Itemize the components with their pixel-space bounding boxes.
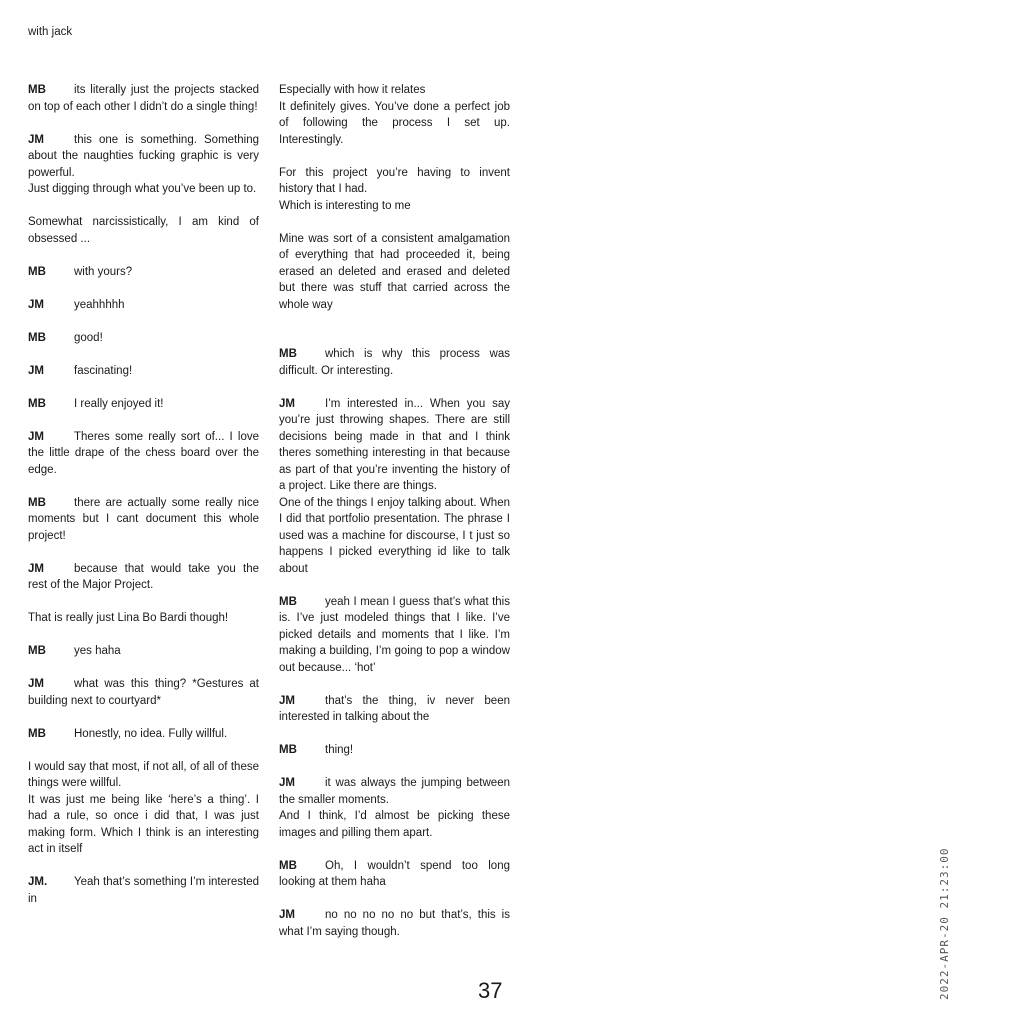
right-p-2: For this project you’re having to invent history that I had. bbox=[279, 166, 510, 195]
speaker: JM bbox=[28, 364, 44, 377]
speaker: JM bbox=[28, 678, 44, 690]
left-p-0 bbox=[28, 82, 259, 115]
speaker: MB bbox=[28, 496, 46, 509]
left-p-2: Just digging through what you’ve been up to. bbox=[28, 183, 257, 195]
speaker: MB bbox=[28, 397, 46, 410]
speaker: JM bbox=[28, 133, 44, 146]
line-text: Theres some really sort of... I love the little drape of the chess board over the edge. bbox=[28, 430, 259, 476]
left-p-11 bbox=[28, 561, 259, 594]
right-p-5 bbox=[279, 346, 510, 379]
line-text: there are actually some really nice moments but I cant document this whole project! bbox=[28, 496, 259, 542]
line-text: which is why this process was difficult. Or interesting. bbox=[279, 348, 510, 377]
page-number: 37 bbox=[478, 978, 503, 1003]
line-text: what was this thing? *Gestures at building next to courtyard* bbox=[28, 678, 259, 707]
left-p-9 bbox=[28, 429, 259, 479]
line-text: fascinating! bbox=[74, 364, 133, 377]
left-p-3: Somewhat narcissistically, I am kind of obsessed ... bbox=[28, 216, 259, 245]
line-text: I’m interested in... When you say you’re just throwing shapes. There are still decisions being made in that and I think theres something interesting in that because as part of that you’re inventing the history of a project. Like there are things. bbox=[279, 397, 510, 492]
right-p-10 bbox=[279, 742, 510, 759]
line-text: that’s the thing, iv never been interested in talking about the bbox=[279, 694, 510, 723]
left-p-6 bbox=[28, 330, 259, 347]
left-p-1 bbox=[28, 132, 259, 182]
line-text: with yours? bbox=[74, 265, 133, 278]
left-p-8 bbox=[28, 396, 259, 413]
left-p-12: That is really just Lina Bo Bardi though! bbox=[28, 612, 229, 624]
speaker: MB bbox=[28, 645, 46, 657]
speaker: JM bbox=[279, 777, 295, 789]
timestamp: 2022-APR-20 21:23:00 bbox=[938, 847, 951, 1000]
right-p-9 bbox=[279, 693, 510, 726]
speaker: MB bbox=[28, 331, 46, 344]
right-p-13 bbox=[279, 858, 510, 891]
page-header: with jack bbox=[28, 26, 73, 38]
left-p-15 bbox=[28, 726, 259, 743]
speaker: JM bbox=[279, 909, 295, 921]
line-text: this one is something. Something about the naughties fucking graphic is very powerful. bbox=[28, 133, 259, 179]
line-text: yes haha bbox=[74, 645, 121, 657]
speaker: MB bbox=[28, 265, 46, 278]
speaker: MB bbox=[279, 595, 297, 608]
line-text: its literally just the projects stacked on top of each other I didn’t do a single thing! bbox=[28, 84, 259, 113]
left-p-7 bbox=[28, 363, 259, 380]
line-text: thing! bbox=[325, 744, 354, 756]
left-p-13 bbox=[28, 643, 259, 660]
left-p-5 bbox=[28, 297, 259, 314]
right-column bbox=[279, 82, 510, 940]
right-p-6 bbox=[279, 396, 510, 495]
line-text: yeah I mean I guess that’s what this is. I’ve just modeled things that I like. I’ve picked details and moments that I like. I’m making a building, I’m going to pop a window out because... ‘hot’ bbox=[279, 595, 510, 674]
line-text: good! bbox=[74, 331, 103, 344]
right-p-12: And I think, I’d almost be picking these images and pilling them apart. bbox=[279, 810, 510, 839]
left-p-18 bbox=[28, 874, 259, 907]
left-p-17: It was just me being like ‘here’s a thing’. I had a rule, so once i did that, I was just making form. Which I think is an interesting act in itself bbox=[28, 793, 259, 855]
speaker: JM bbox=[279, 397, 295, 410]
line-text: no no no no no but that’s, this is what I’m saying though. bbox=[279, 909, 510, 938]
left-p-4 bbox=[28, 264, 259, 281]
left-p-14 bbox=[28, 676, 259, 709]
right-p-8 bbox=[279, 594, 510, 677]
speaker: JM bbox=[28, 562, 44, 575]
right-p-4: Mine was sort of a consistent amalgamation of everything that had proceeded it, being erased an deleted and erased and deleted but there was stuff that carried across the whole way bbox=[279, 232, 510, 311]
right-p-1: It definitely gives. You’ve done a perfect job of following the process I set up. Interestingly. bbox=[279, 100, 510, 146]
speaker: MB bbox=[28, 84, 46, 96]
line-text: it was always the jumping between the smaller moments. bbox=[279, 777, 510, 806]
speaker: MB bbox=[279, 348, 297, 360]
right-p-7: One of the things I enjoy talking about. When I did that portfolio presentation. The phrase I used was a machine for discourse, I t just so happens I picked everything id like to talk about bbox=[279, 496, 510, 575]
speaker: JM bbox=[28, 430, 44, 443]
speaker: JM bbox=[28, 298, 44, 311]
left-column bbox=[28, 82, 259, 907]
right-p-11 bbox=[279, 775, 510, 808]
line-text: because that would take you the rest of the Major Project. bbox=[28, 562, 259, 591]
left-p-16: I would say that most, if not all, of all of these things were willful. bbox=[28, 760, 259, 789]
line-text: Honestly, no idea. Fully willful. bbox=[74, 727, 228, 740]
right-p-3: Which is interesting to me bbox=[279, 199, 411, 212]
speaker: JM bbox=[279, 694, 295, 707]
speaker: MB bbox=[279, 859, 297, 872]
line-text: I really enjoyed it! bbox=[74, 397, 164, 410]
line-text: yeahhhhh bbox=[74, 298, 125, 311]
line-text: Oh, I wouldn’t spend too long looking at them haha bbox=[279, 859, 510, 888]
speaker: MB bbox=[279, 744, 297, 756]
line-text: Yeah that’s something I’m interested in bbox=[28, 876, 259, 905]
right-p-0: Especially with how it relates bbox=[279, 84, 426, 96]
speaker: MB bbox=[28, 727, 46, 740]
speaker: JM. bbox=[28, 876, 48, 888]
right-p-14 bbox=[279, 907, 510, 940]
left-p-10 bbox=[28, 495, 259, 545]
